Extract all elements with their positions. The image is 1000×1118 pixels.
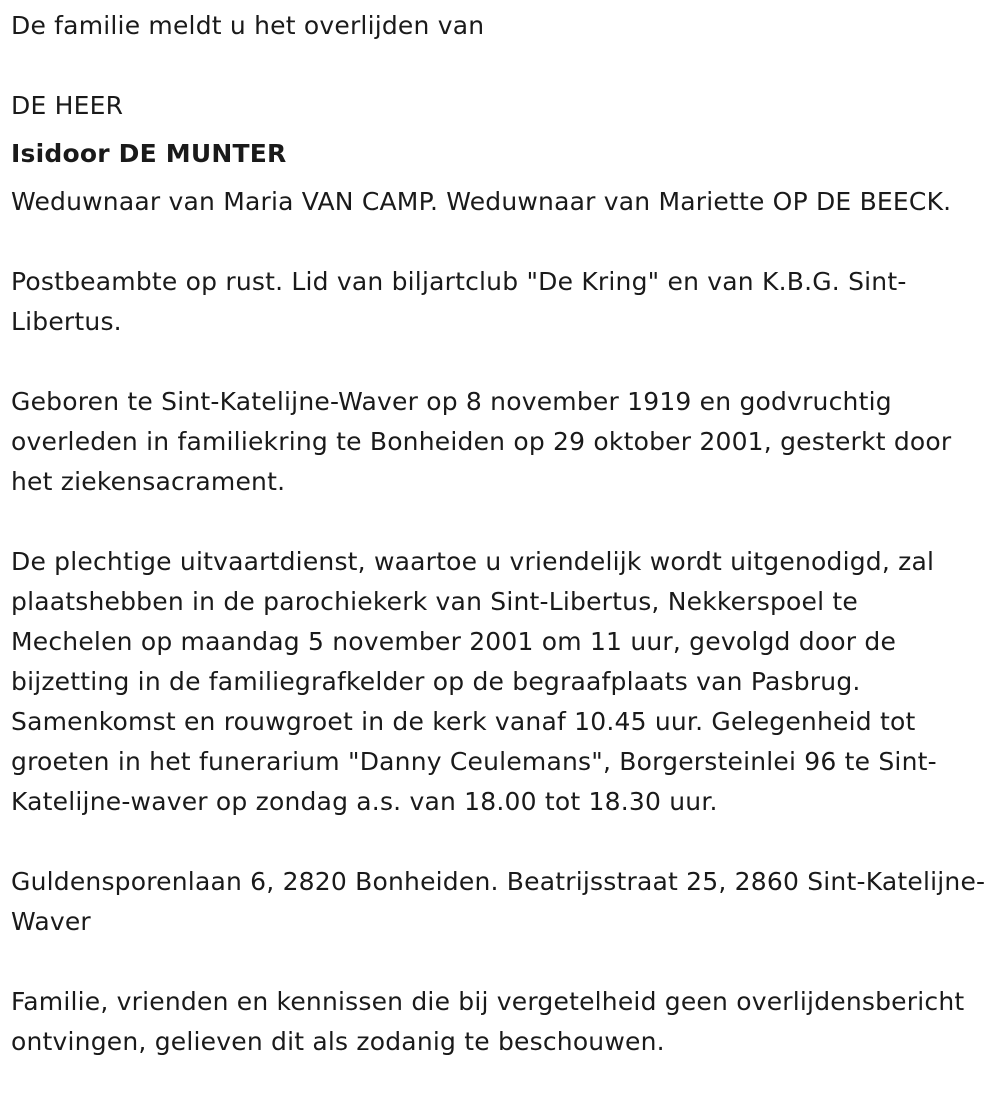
death-notice — [11, 6, 986, 1062]
honorific: DE HEER — [11, 91, 124, 120]
deceased-name: Isidoor DE MUNTER — [11, 139, 287, 168]
addresses-text: Guldensporenlaan 6, 2820 Bonheiden. Beatrijsstraat 25, 2860 Sint-Katelijne-Waver — [11, 867, 986, 936]
birth-death-text: Geboren te Sint-Katelijne-Waver op 8 november 1919 en godvruchtig overleden in familiekring te Bonheiden op 29 oktober 2001, gesterkt door het ziekensacrament. — [11, 387, 952, 496]
funeral-text: De plechtige uitvaartdienst, waartoe u vriendelijk wordt uitgenodigd, zal plaatshebben in de parochiekerk van Sint-Libertus, Nekkerspoel te Mechelen op maandag 5 november 2001 om 11 uur, gevolgd door de bijzetting in de familiegrafkelder op de begraafplaats van Pasbrug. Samenkomst en rouwgroet in de kerk vanaf 10.45 uur. Gelegenheid tot groeten in het funerarium "Danny Ceulemans", Borgersteinlei 96 te Sint-Katelijne-waver op zondag a.s. van 18.00 tot 18.30 uur. — [11, 547, 937, 816]
intro-text: De familie meldt u het overlijden van — [11, 11, 485, 40]
widowhood-text: Weduwnaar van Maria VAN CAMP. Weduwnaar van Mariette OP DE BEECK. — [11, 187, 952, 216]
occupation-text: Postbeambte op rust. Lid van biljartclub "De Kring" en van K.B.G. Sint-Libertus. — [11, 267, 907, 336]
closing-text: Familie, vrienden en kennissen die bij vergetelheid geen overlijdensbericht ontvingen, gelieven dit als zodanig te beschouwen. — [11, 987, 965, 1056]
